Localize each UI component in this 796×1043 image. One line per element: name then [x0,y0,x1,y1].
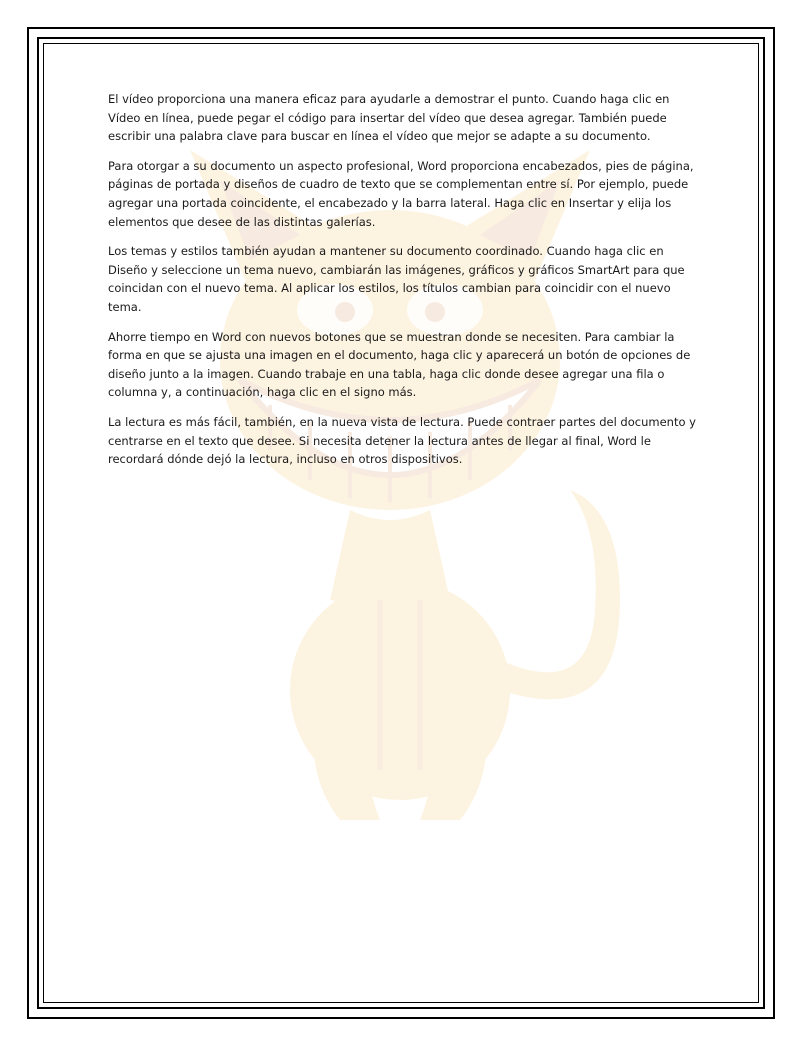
document-body[interactable] [108,90,698,480]
paragraph: El vídeo proporciona una manera eficaz para ayudarle a demostrar el punto. Cuando haga clic en Vídeo en línea, puede pegar el código para insertar del vídeo que desea agregar. También puede escribir una palabra clave para buscar en línea el vídeo que mejor se adapte a su documento. [108,92,670,144]
paragraph: Para otorgar a su documento un aspecto profesional, Word proporciona encabezados, pies de página, páginas de portada y diseños de cuadro de texto que se complementan entre sí. Por ejemplo, puede agregar una portada coincidente, el encabezado y la barra lateral. Haga clic en Insertar y elija los elementos que desee de las distintas galerías. [108,158,694,229]
paragraph: La lectura es más fácil, también, en la nueva vista de lectura. Puede contraer partes del documento y centrarse en el texto que desee. Si necesita detener la lectura antes de llegar al final, Word le recordará dónde dejó la lectura, incluso en otros dispositivos. [108,414,696,467]
paragraph: Ahorre tiempo en Word con nuevos botones que se muestran donde se necesiten. Para cambiar la forma en que se ajusta una imagen en el documento, haga clic y aparecerá un botón de opciones de diseño junto a la imagen. Cuando trabaje en una tabla, haga clic donde desee agregar una fila o columna y, a continuación, haga clic en el signo más. [108,329,691,400]
paragraph: Los temas y estilos también ayudan a mantener su documento coordinado. Cuando haga clic en Diseño y seleccione un tema nuevo, cambiarán las imágenes, gráficos y gráficos SmartArt para que coincidan con el nuevo tema. Al aplicar los estilos, los títulos cambian para coincidir con el nuevo tema. [108,244,685,314]
